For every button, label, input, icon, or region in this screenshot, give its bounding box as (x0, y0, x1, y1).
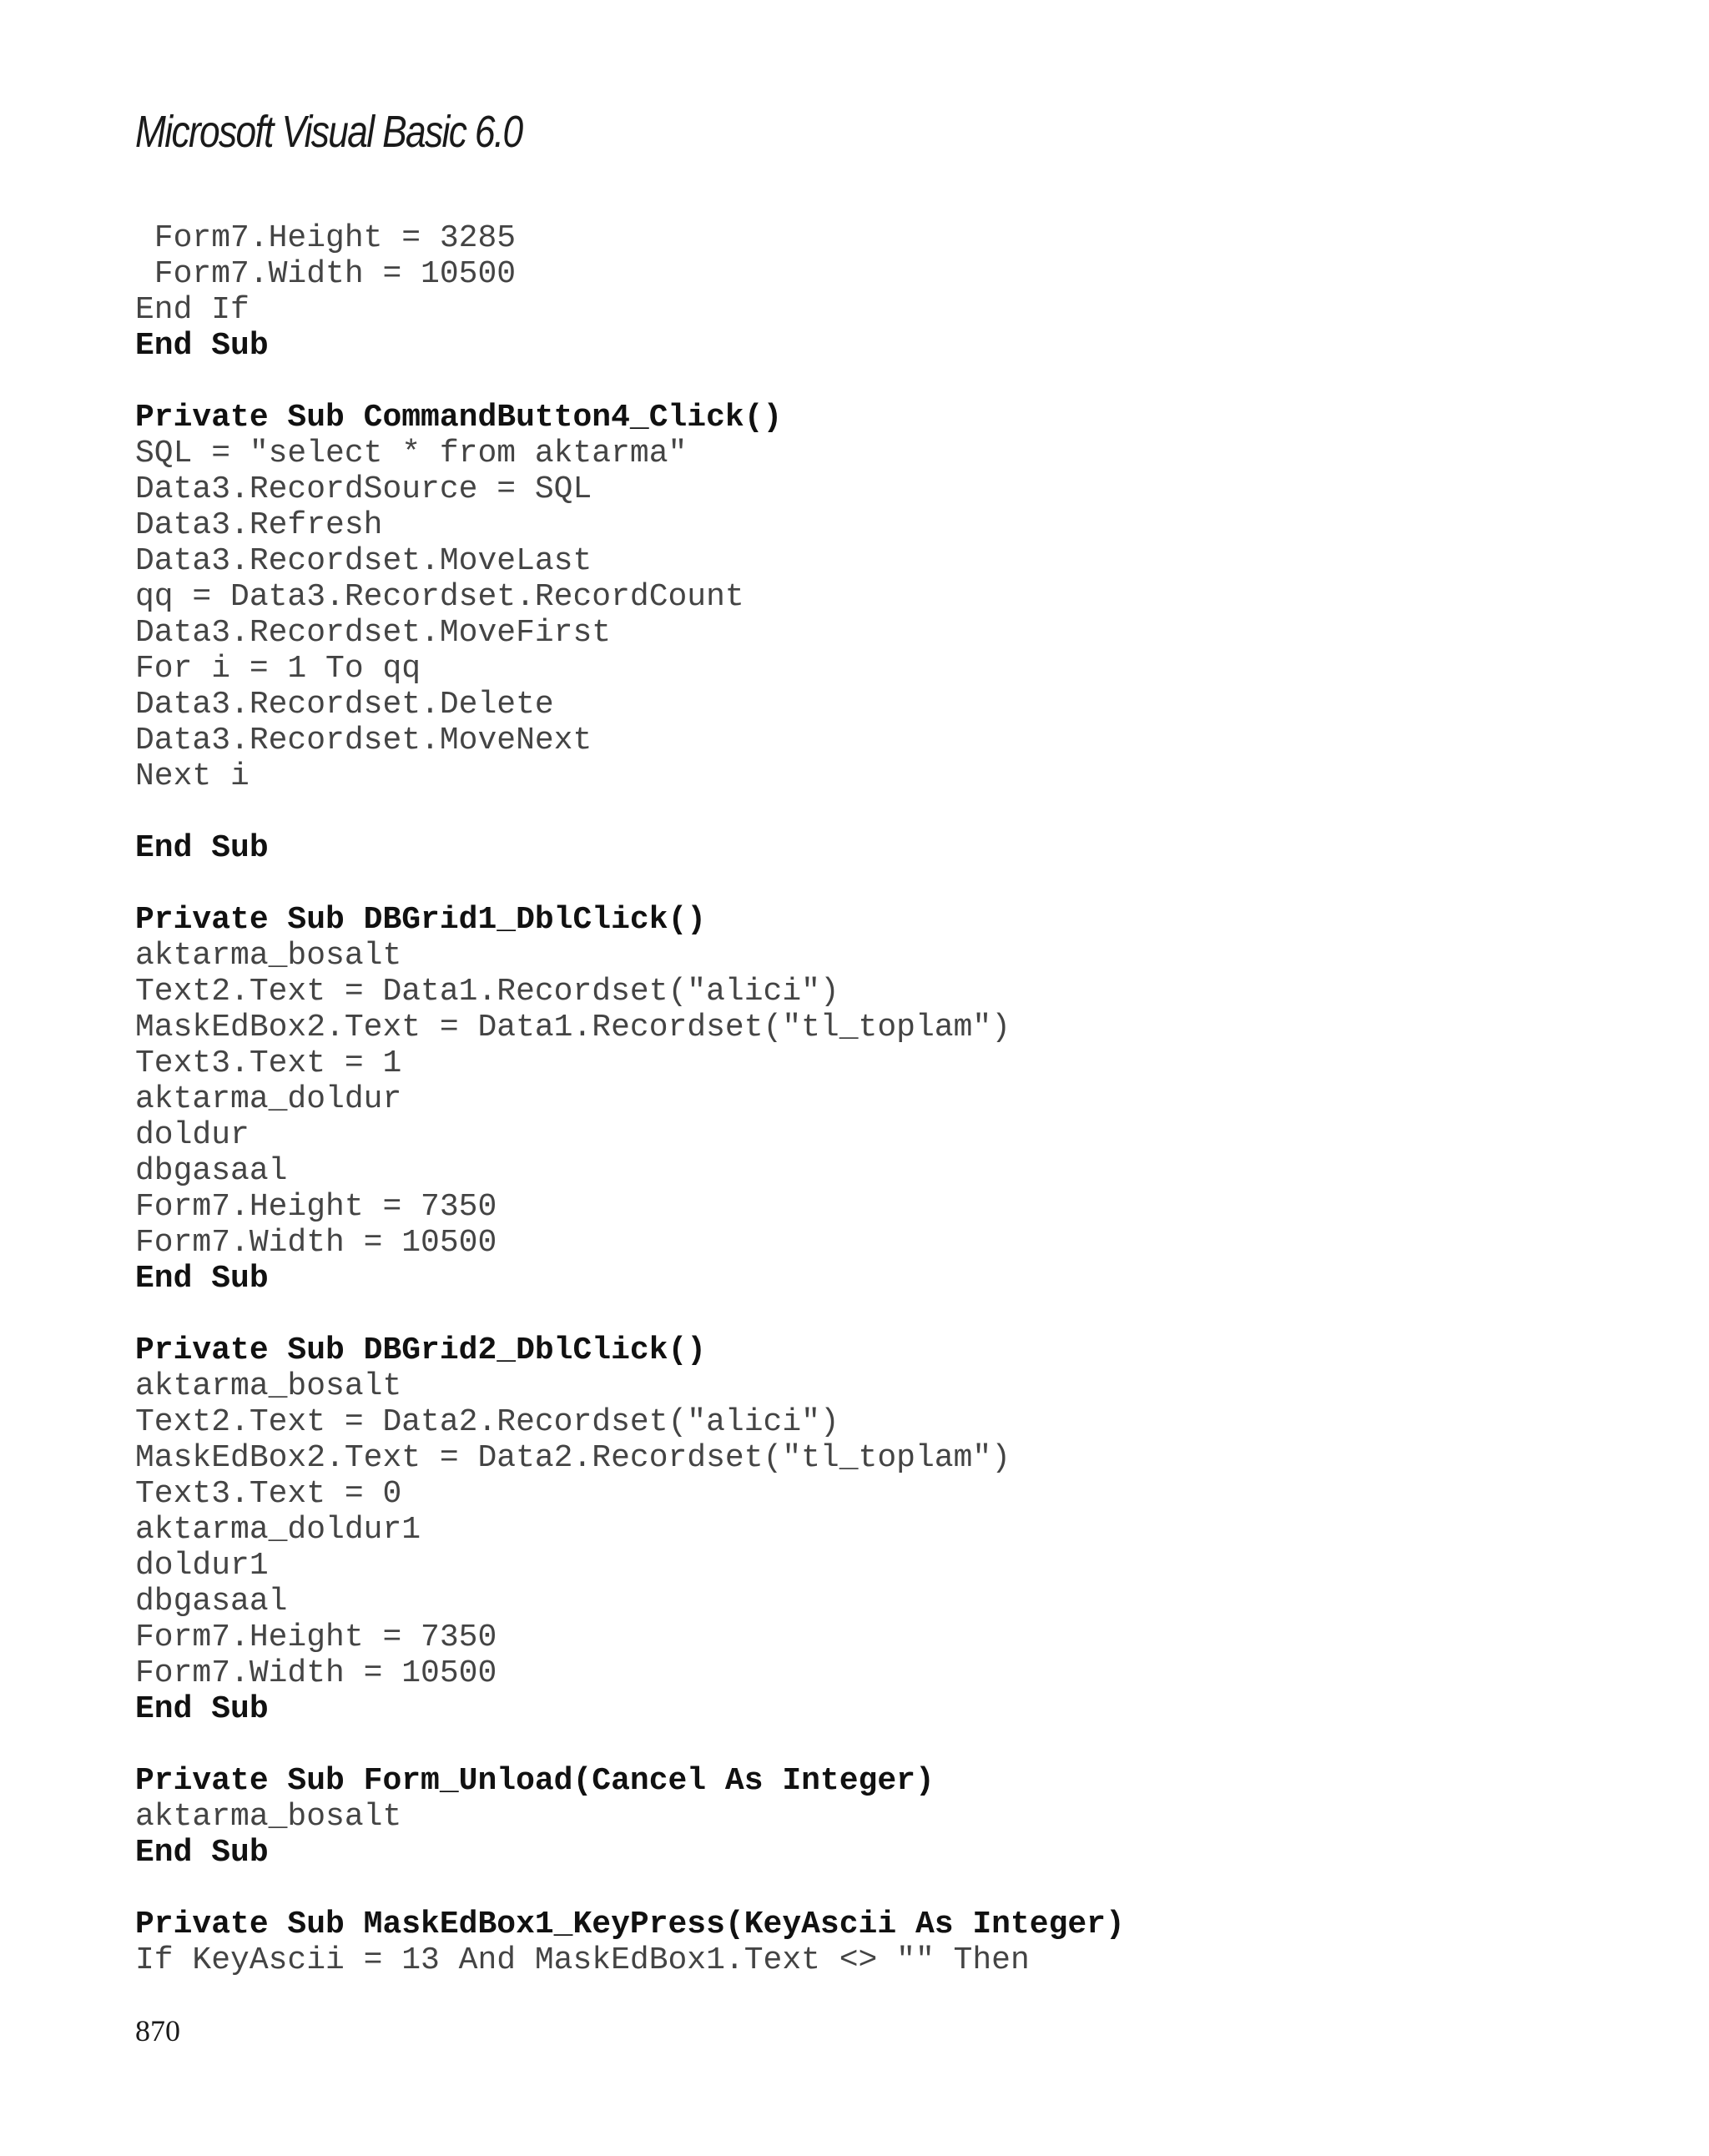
code-line: doldur1 (135, 1548, 269, 1584)
code-line: Data3.Recordset.MoveNext (135, 723, 592, 758)
code-line (135, 866, 1604, 902)
code-line: aktarma_doldur (135, 1081, 402, 1117)
code-line: End Sub (135, 328, 269, 364)
code-line: dbgasaal (135, 1584, 288, 1620)
code-line: dbgasaal (135, 1153, 288, 1189)
code-line: Data3.Recordset.Delete (135, 687, 554, 723)
code-listing (135, 220, 1604, 1978)
code-line: Private Sub DBGrid2_DblClick() (135, 1332, 707, 1368)
code-line: Data3.Recordset.MoveFirst (135, 615, 612, 651)
code-line: End Sub (135, 1835, 269, 1871)
code-line: If KeyAscii = 13 And MaskEdBox1.Text <> "" Then (135, 1942, 1030, 1978)
code-line: Text3.Text = 0 (135, 1476, 402, 1512)
code-line: End If (135, 292, 250, 328)
code-line: End Sub (135, 1691, 269, 1727)
code-line (135, 794, 1604, 830)
code-line: Text2.Text = Data1.Recordset("alici") (135, 974, 839, 1010)
code-line: MaskEdBox2.Text = Data2.Recordset("tl_toplam") (135, 1440, 1011, 1476)
code-line: SQL = "select * from aktarma" (135, 436, 688, 471)
code-line: Data3.RecordSource = SQL (135, 471, 592, 507)
code-line: End Sub (135, 830, 269, 866)
code-line: doldur (135, 1117, 250, 1153)
code-line: Form7.Width = 10500 (135, 1655, 497, 1691)
code-line: Private Sub Form_Unload(Cancel As Integer) (135, 1763, 935, 1799)
code-line: Next i (135, 758, 250, 794)
code-line: Data3.Refresh (135, 507, 383, 543)
code-line: Form7.Height = 7350 (135, 1620, 497, 1655)
code-line: Form7.Height = 3285 (135, 220, 517, 256)
code-line (135, 1727, 1604, 1763)
code-line: For i = 1 To qq (135, 651, 421, 687)
code-line: Form7.Height = 7350 (135, 1189, 497, 1225)
code-line: Text2.Text = Data2.Recordset("alici") (135, 1404, 839, 1440)
code-line (135, 1297, 1604, 1332)
code-line (135, 1871, 1604, 1907)
code-line: Private Sub CommandButton4_Click() (135, 400, 783, 436)
code-line: MaskEdBox2.Text = Data1.Recordset("tl_toplam") (135, 1010, 1011, 1045)
code-line: Data3.Recordset.MoveLast (135, 543, 592, 579)
book-title: Microsoft Visual Basic 6.0 (135, 107, 522, 157)
code-line: aktarma_bosalt (135, 1799, 402, 1835)
code-line: qq = Data3.Recordset.RecordCount (135, 579, 744, 615)
code-line: Form7.Width = 10500 (135, 1225, 497, 1261)
code-line: aktarma_bosalt (135, 938, 402, 974)
code-line: Text3.Text = 1 (135, 1045, 402, 1081)
code-line: End Sub (135, 1261, 269, 1297)
code-line: Private Sub MaskEdBox1_KeyPress(KeyAscii As Integer) (135, 1907, 1125, 1942)
code-line: Form7.Width = 10500 (135, 256, 517, 292)
code-line: Private Sub DBGrid1_DblClick() (135, 902, 707, 938)
code-line (135, 364, 1604, 400)
code-line: aktarma_doldur1 (135, 1512, 421, 1548)
page-number: 870 (135, 2014, 180, 2048)
code-line: aktarma_bosalt (135, 1368, 402, 1404)
